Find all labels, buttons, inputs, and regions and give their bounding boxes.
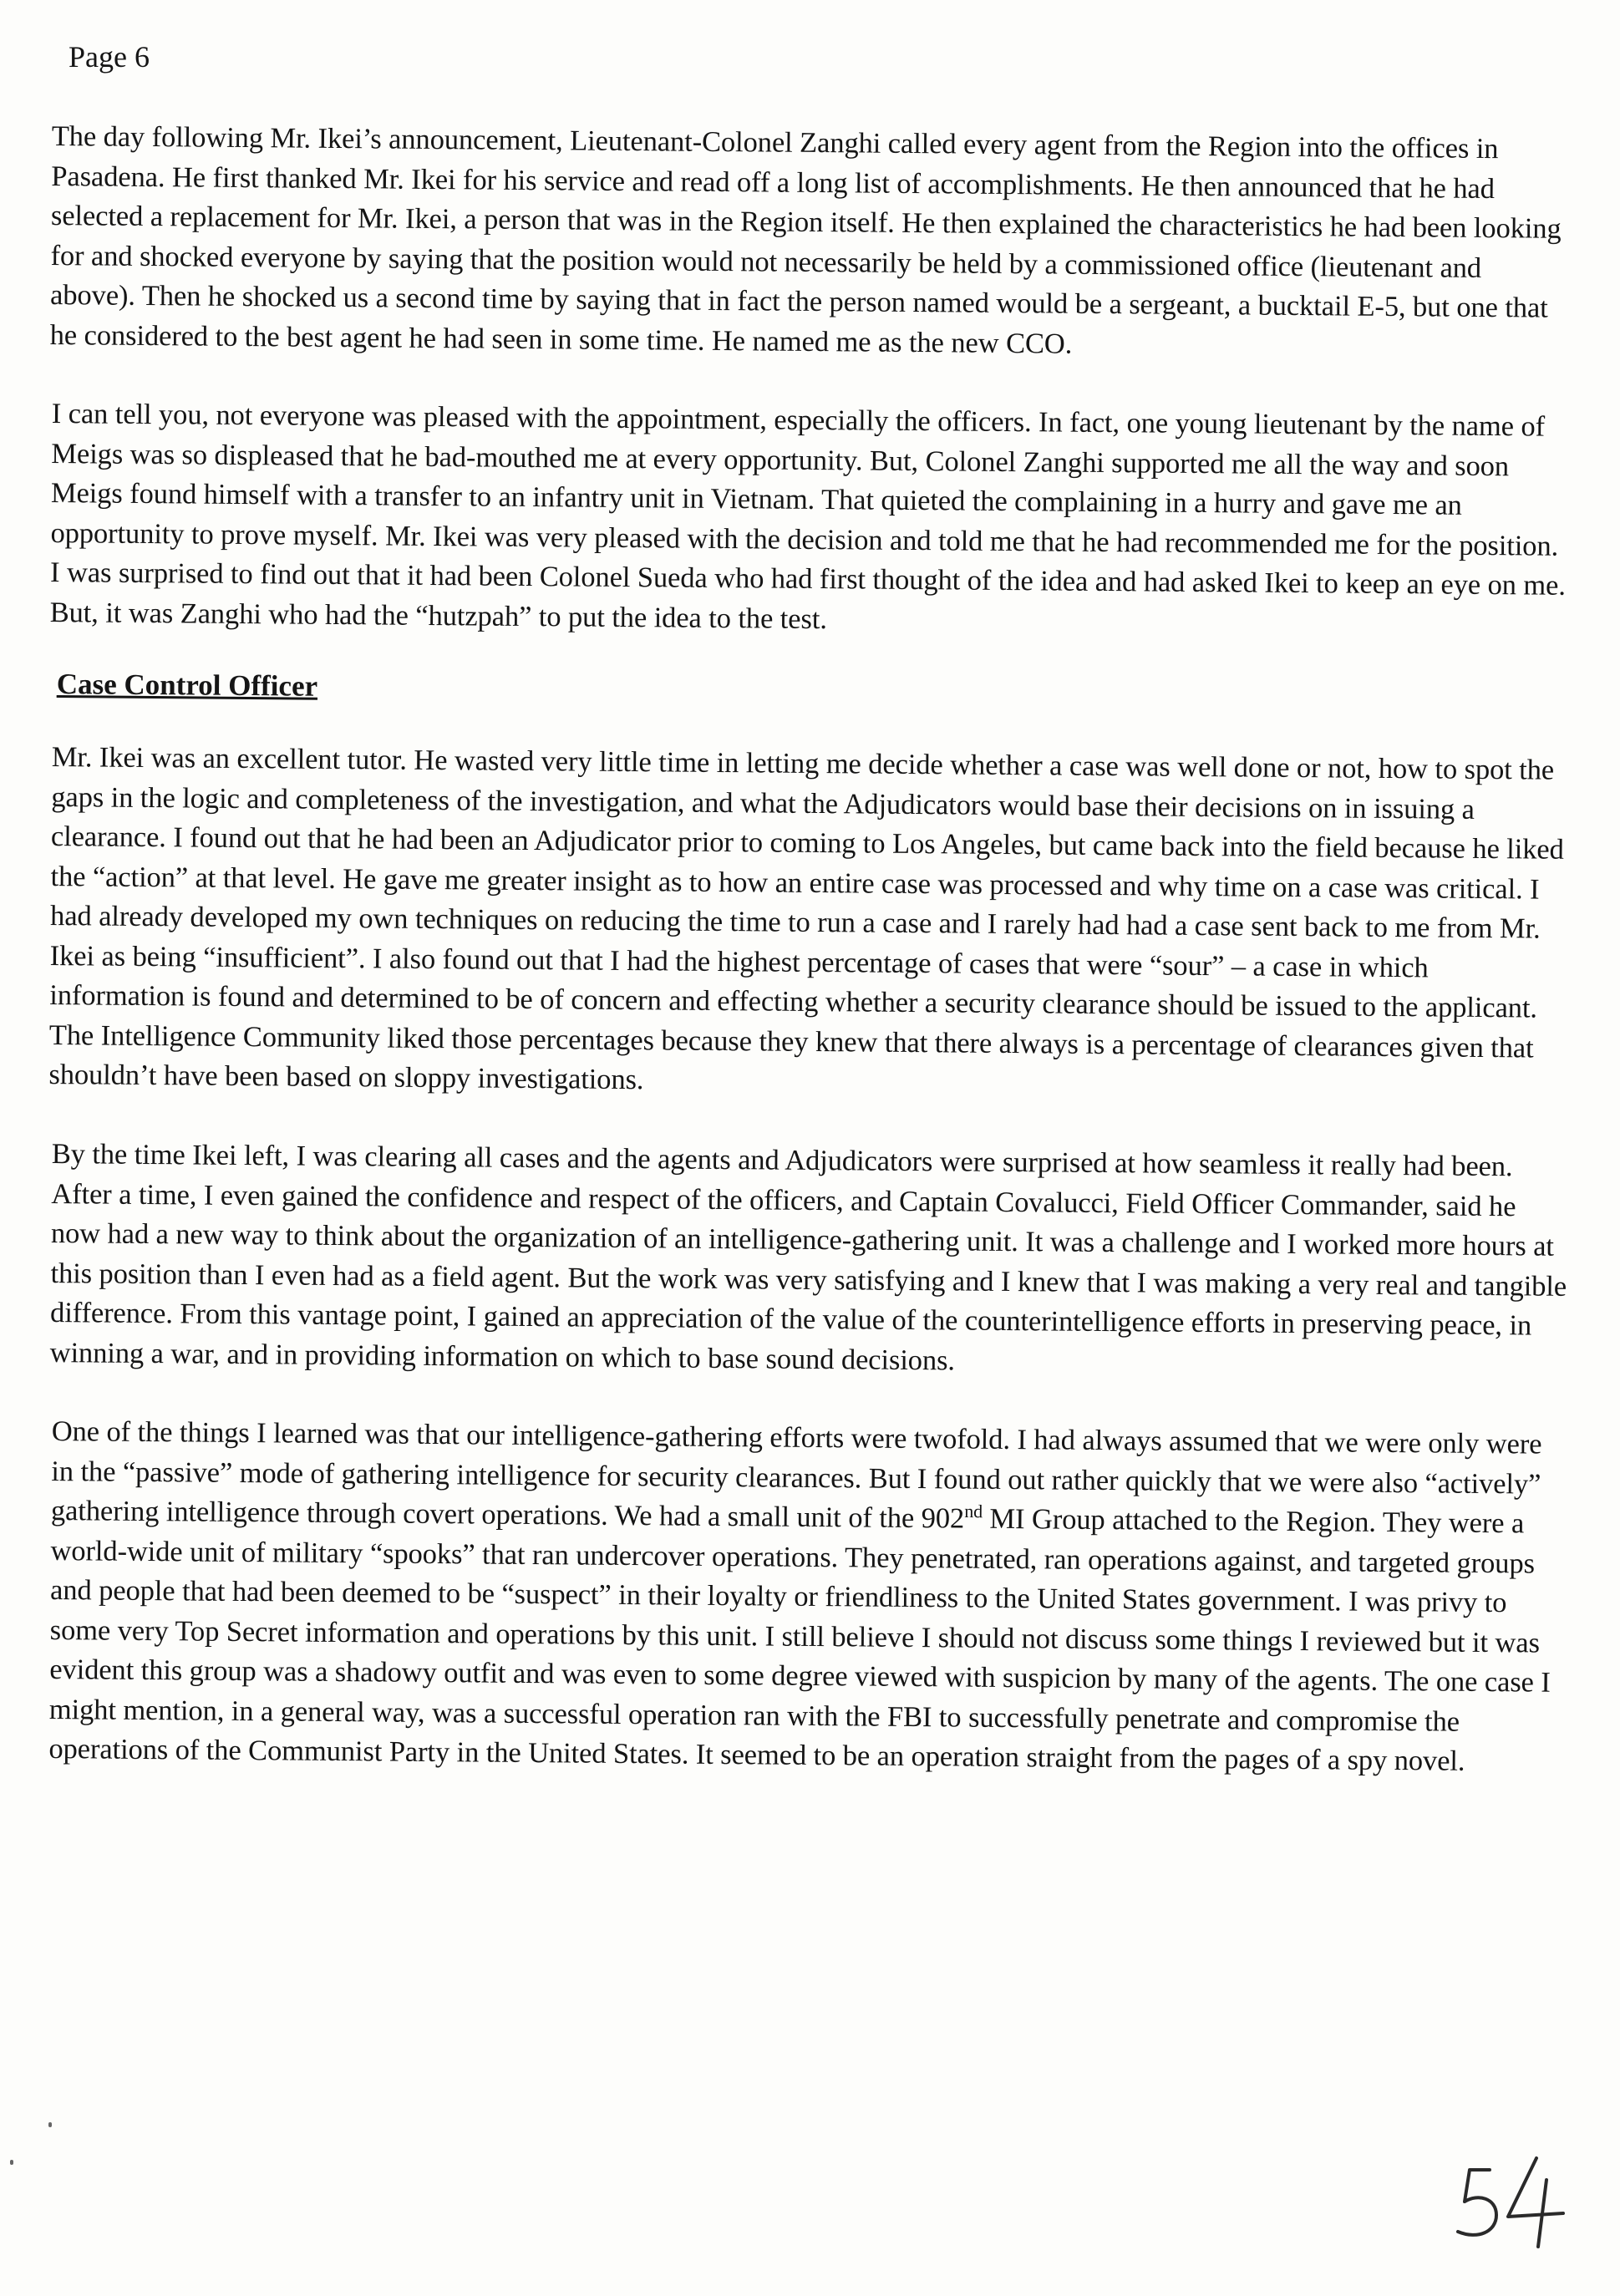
paragraph-announcement: The day following Mr. Ikei’s announcement, Lieutenant-Colonel Zanghi called every agent from the Region into the offices in Pasadena. He first thanked Mr. Ikei for his service and read off a long list of accomplishments. He then announced that he had selected a replacement for Mr. Ikei, a person that was in the Region itself. He then explained the characteristics he had been looking for and shocked everyone by saying that the position would not necessarily be held by a commissioned office (lieutenant and above). Then he shocked us a second time by saying that in fact the person named would be a sergeant, a bucktail E-5, but one that he considered to the best agent he had seen in some time. He named me as the new CCO. xyxy=(49,119,1562,360)
paragraph-intelligence-part-2: MI Group attached to the Region. They were a world-wide unit of military “spooks” that ran undercover operations. They penetrated, ran operations against, and targeted groups and people that had been deemed to be “suspect” in their loyalty or friendliness to the United States government. I was privy to some very Top Secret information and operations by this unit. I still believe I should not discuss some things I reviewed but it was evident this group was a shadowy outfit and was even to some degree viewed with suspicion by many of the agents. The one case I might mention, in a general way, was a successful operation ran with the FBI to successfully penetrate and compromise the operations of the Communist Party in the United States. It seemed to be an operation straight from the pages of a spy novel. xyxy=(48,1502,1551,1777)
paragraph-intelligence-part-1: One of the things I learned was that our intelligence-gathering efforts were twofold. I had always assumed that we were only were in the “passive” mode of gathering intelligence for security clearances. But I found out rather quickly that we were also “actively” gathering intelligence through covert operations. We had a small unit of the 902 xyxy=(50,1415,1542,1535)
scan-speck xyxy=(10,2160,13,2165)
handwritten-page-number xyxy=(1450,2151,1583,2252)
scan-speck xyxy=(48,2122,52,2127)
paragraph-appointment: I can tell you, not everyone was pleased with the appointment, especially the officers. In fact, one young lieutenant by the name of Meigs was so displeased that he bad-mouthed me at every opportunity. But, Colonel Zanghi supported me all the way and soon Meigs found himself with a transfer to an infantry unit in Vietnam. That quieted the complaining in a hurry and gave me an opportunity to prove myself. Mr. Ikei was very pleased with the decision and told me that he had recommended me for the position. I was surprised to find out that it had been Colonel Sueda who had first thought of the idea and had asked Ikei to keep an eye on me. But, it was Zanghi who had the “hutzpah” to put the idea to the test. xyxy=(49,397,1567,635)
page-header: Page 6 xyxy=(69,40,150,74)
paragraph-tutor: Mr. Ikei was an excellent tutor. He wasted very little time in letting me decide whether a case was well done or not, how to spot the gaps in the logic and completeness of the investigation, and what the Adjudicators would base their decisions on in issuing a clearance. I found out that he had been an Adjudicator prior to coming to Los Angeles, but came back into the field because he liked the “action” at that level. He gave me greater insight as to how an entire case was processed and why time on a case was critical. I had already developed my own techniques on reducing the time to run a case and I rarely had had a case sent back to me from Mr. Ikei as being “insufficient”. I also found out that I had the highest percentage of cases that were “sour” – a case in which information is found and determined to be of concern and effecting whether a security clearance should be issued to the applicant. The Intelligence Community liked those percentages because they knew that there always is a percentage of clearances given that shouldn’t have been based on sloppy investigations. xyxy=(48,740,1564,1096)
ordinal-suffix: nd xyxy=(964,1500,983,1521)
paragraph-intelligence xyxy=(48,1412,1571,1782)
body-text xyxy=(48,117,1571,1808)
section-heading: Case Control Officer xyxy=(56,667,318,703)
paragraph-ikei-left: By the time Ikei left, I was clearing all cases and the agents and Adjudicators were surprised at how seamless it really had been. After a time, I even gained the confidence and respect of the officers, and Captain Covalucci, Field Officer Commander, said he now had a new way to think about the organization of an intelligence-gathering unit. It was a challenge and I worked more hours at this position than I even had as a field agent. But the work was very satisfying and I knew that I was making a very real and tangible difference. From this vantage point, I gained an appreciation of the value of the counterintelligence efforts in preserving peace, in winning a war, and in providing information on which to base sound decisions. xyxy=(49,1137,1567,1376)
